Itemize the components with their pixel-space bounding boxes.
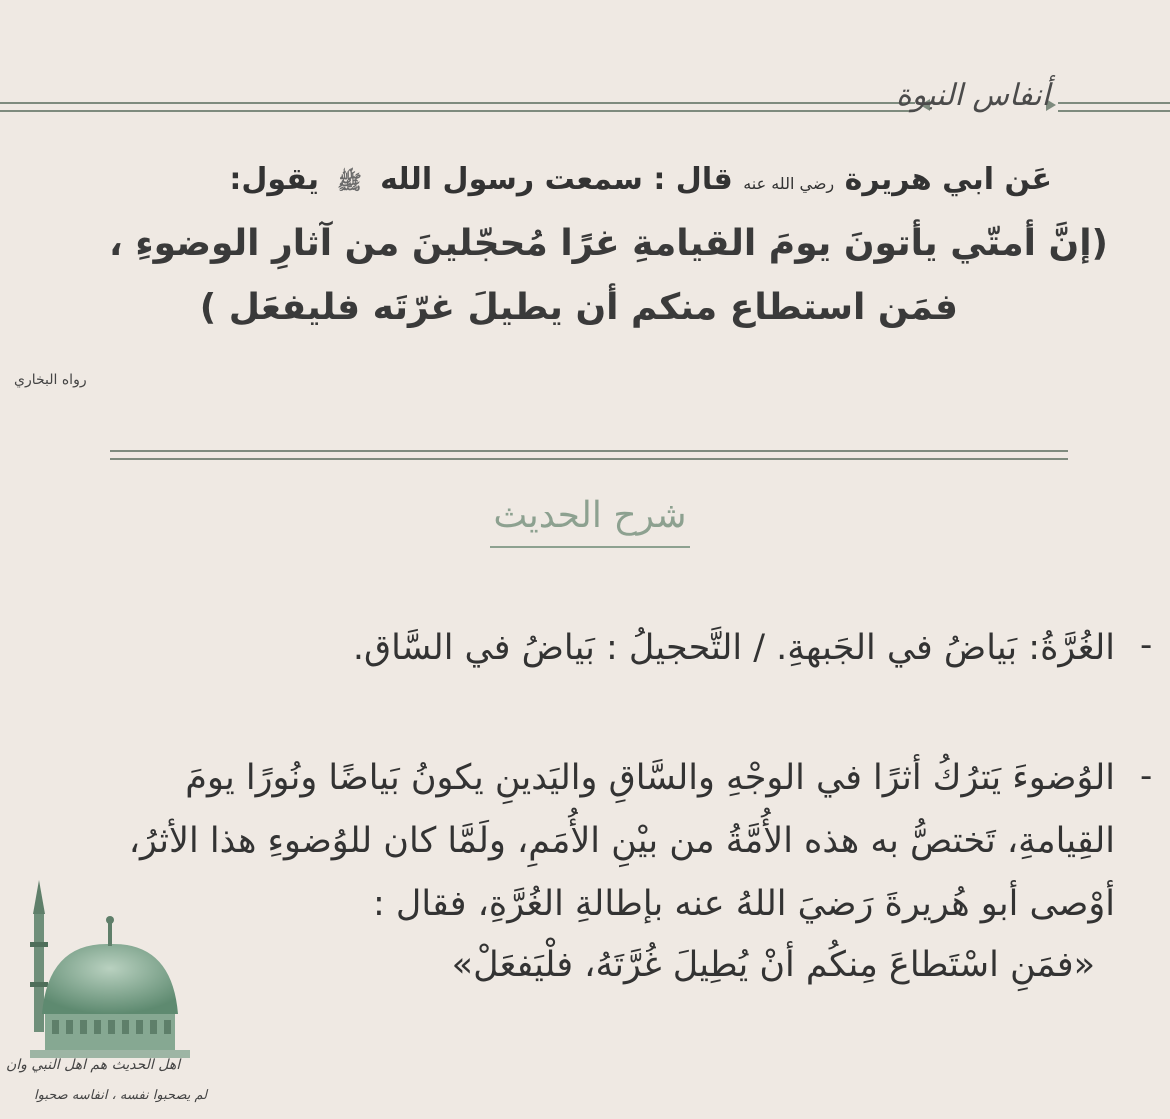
middle-rule-1 <box>110 450 1068 452</box>
salutation-seal: ﷺ <box>337 170 362 194</box>
top-rule-right <box>1058 102 1170 104</box>
narrator-start: عَن ابي هريرة <box>844 162 1052 197</box>
bullet-dash-2: - <box>1140 756 1153 796</box>
point-2-line-1: الوُضوءَ يَترُكُ أثرًا في الوجْهِ والسَّاقِ واليَدينِ يكونُ بَياضًا ونُورًا يومَ <box>185 758 1115 798</box>
top-rule-left-2 <box>0 110 915 112</box>
hadith-source: رواه البخاري <box>14 372 87 388</box>
narrator-verb: يقول: <box>229 162 320 197</box>
section-title: شرح الحديث <box>493 495 687 536</box>
section-title-underline <box>490 546 690 548</box>
middle-rule-2 <box>110 458 1068 460</box>
brand-logo: أنفاس النبوة <box>896 78 1050 113</box>
bullet-dash-1: - <box>1140 625 1153 665</box>
point-2-line-4: «فمَنِ اسْتَطاعَ مِنكُم أنْ يُطِيلَ غُرَّتَهُ، فلْيَفعَلْ» <box>451 945 1095 985</box>
dome-illustration-icon <box>0 872 205 1072</box>
footer-caption-1: اهل الحديث هم اهل النبي وان <box>6 1057 181 1073</box>
point-2-line-3: أوْصى أبو هُريرةَ رَضيَ اللهُ عنه بإطالةِ الغُرَّةِ، فقال : <box>373 884 1115 924</box>
narrator-line <box>229 162 1052 199</box>
narrator-end: قال : سمعت رسول الله <box>380 162 733 197</box>
top-rule-left <box>0 102 915 104</box>
hadith-line-1: (إنَّ أمتّي يأتونَ يومَ القيامةِ غرًا مُحجّلينَ من آثارِ الوضوءِ ، <box>109 223 1108 264</box>
hadith-line-2: فمَن استطاع منكم أن يطيلَ غرّتَه فليفعَل ) <box>199 287 958 328</box>
point-2-line-2: القِيامةِ، تَختصُّ به هذه الأُمَّةُ من بيْنِ الأُمَمِ، ولَمَّا كان للوُضوءِ هذا الأثرُ، <box>128 821 1115 861</box>
top-rule-right-2 <box>1058 110 1170 112</box>
narrator-honorific: رضي الله عنه <box>743 174 835 193</box>
footer-caption-2: لم يصحبوا نفسه ، انفاسه صحبوا <box>34 1088 208 1103</box>
point-1: الغُرَّةُ: بَياضُ في الجَبهةِ. / التَّحجيلُ : بَياضُ في السَّاق. <box>352 628 1115 668</box>
